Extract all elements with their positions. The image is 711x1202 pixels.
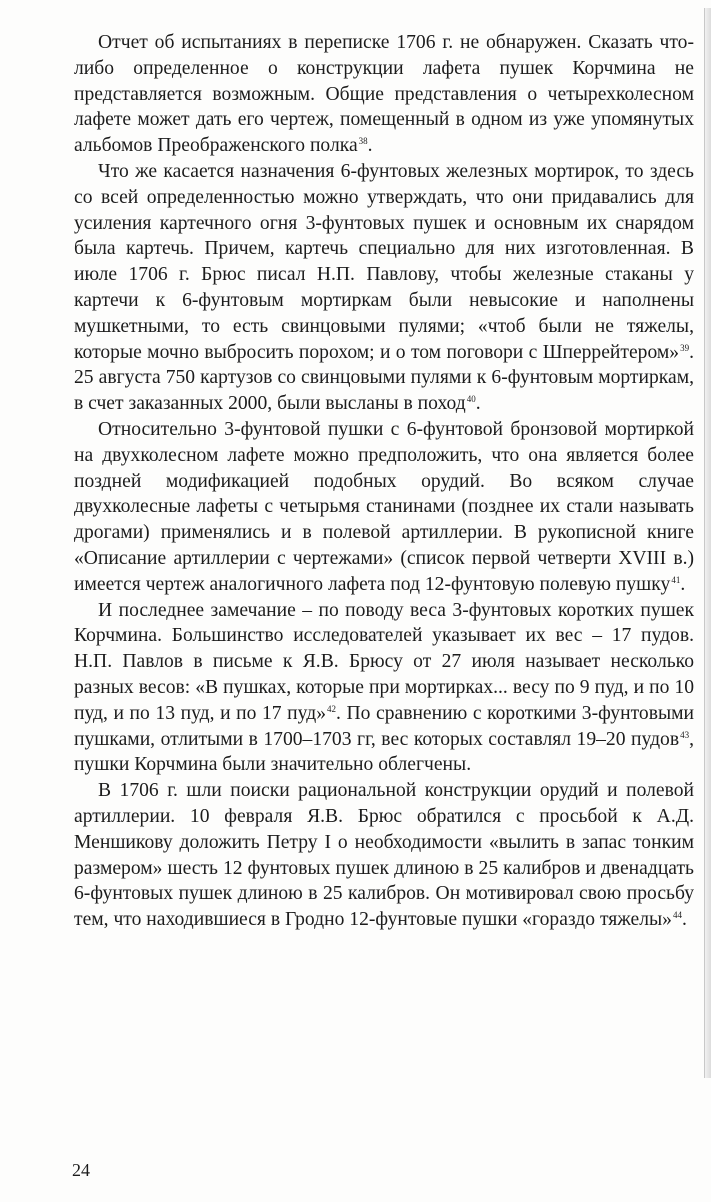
text-run: В 1706 г. шли поиски рациональной конструкции орудий и полевой артиллерии. 10 февраля Я.В. Брюс обратился с просьбой к А.Д. Меншикову доложить Петру I о необходимости «вылить в запас тонким размером» шесть 12 фунтовых пушек длиною в 25 калибров и двенадцать 6-фунтовых пушек длиною в 25 калибров. Он мотивировал свою просьбу тем, что находившиеся в Гродно 12-фунтовые пушки «гораздо тяжелы» [74,780,694,931]
text-run: , пушки Корчмина были значительно облегчены. [74,728,694,776]
paragraph [74,417,694,598]
footnote-ref: 42 [327,703,336,714]
text-run: Относительно 3-фунтовой пушки с 6-фунтовой бронзовой мортиркой на двухколесном лафете можно предположить, что она является более поздней модификацией подобных орудий. Во всяком случае двухколесные лафеты с четырьмя станинами (позднее их стали называть дрогами) применялись и в полевой артиллерии. В рукописной книге «Описание артиллерии с чертежами» (список первой четверти XVIII в.) имеется чертеж аналогичного лафета под 12-фунтовую полевую пушку [74,418,694,595]
paragraph [74,778,694,933]
page-edge-shadow [704,8,711,1078]
footnote-ref: 43 [680,729,690,740]
text-run: . [475,393,481,415]
footnote-ref: 44 [672,910,682,921]
footnote-ref: 38 [358,136,368,147]
footnote-ref: 39 [680,342,690,353]
text-run: . По сравнению с короткими 3-фунтовыми пушками, отлитыми в 1700–1703 гг, вес которых составлял 19–20 пудов [74,702,694,750]
text-run: Что же касается назначения 6-фунтовых железных мортирок, то здесь со всей определенностью можно утверждать, что они придавались для усиления картечного огня 3-фунтовых пушек и основным их снарядом была картечь. Причем, картечь специально для них изготовленная. В июле 1706 г. Брюс писал Н.П. Павлову, чтобы железные стаканы у картечи к 6-фунтовым мортиркам были невысокие и наполнены мушкетными, то есть свинцовыми пулями; «чтоб были не тяжелы, которые мочно выбросить порохом; и о том поговори с Шперрейтером» [74,160,694,363]
text-run: . [681,909,687,931]
text-run: . [680,573,686,595]
footnote-ref: 40 [466,394,476,405]
text-run: И последнее замечание – по поводу веса 3-фунтовых коротких пушек Корчмина. Большинство исследователей указывает их вес – 17 пудов. Н.П. Павлов в письме к Я.В. Брюсу от 27 июля называет несколько разных весов: «В пушках, которые при мортирках... весу по 9 пуд, и по 10 пуд, и по 13 пуд, и по 17 пуд» [74,599,694,724]
body-text [74,30,694,933]
paragraph [74,30,694,159]
text-run: . 25 августа 750 картузов со свинцовыми пулями к 6-фунтовым мортиркам, в счет заказанных 2000, были высланы в поход [74,341,694,415]
page-number: 24 [72,1160,90,1180]
paragraph [74,598,694,779]
text-run: . [367,135,373,157]
paragraph [74,159,694,417]
footnote-ref: 41 [671,574,681,585]
text-run: Отчет об испытаниях в переписке 1706 г. не обнаружен. Сказать что-либо определенное о конструкции лафета пушек Корчмина не представляется возможным. Общие представления о четырехколесном лафете может дать его чертеж, помещенный в одном из уже упомянутых альбомов Преображенского полка [74,32,694,157]
